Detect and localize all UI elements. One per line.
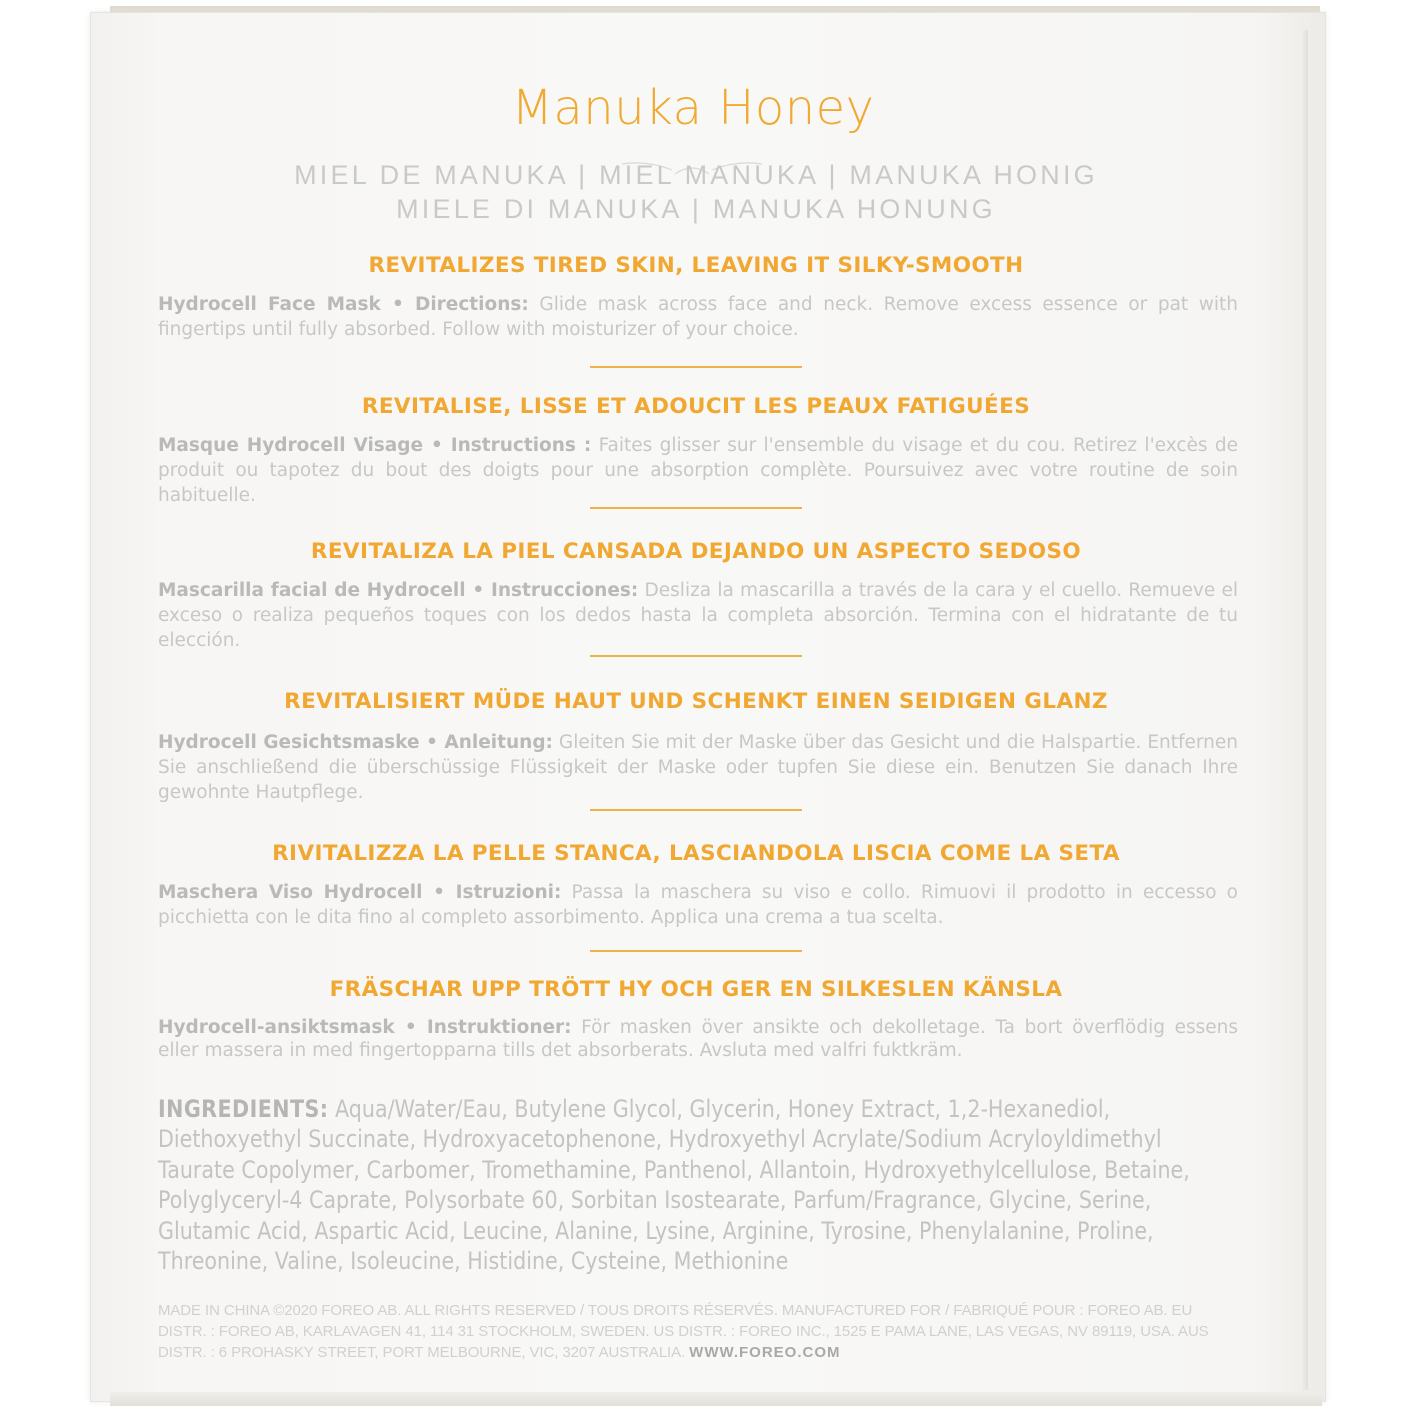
ingredients-label: INGREDIENTS:: [158, 1095, 329, 1123]
section-label-sv: Hydrocell-ansiktsmask • Instruktioner:: [158, 1017, 572, 1038]
section-body-de: [158, 730, 1238, 805]
section-label-es: Mascarilla facial de Hydrocell • Instrucciones:: [158, 580, 639, 601]
product-title: Manuka Honey: [511, 80, 875, 136]
divider: [590, 366, 802, 368]
section-text-it: Passa la maschera su viso e collo. Rimuovi il prodotto in eccesso o picchietta con le dita fino al completo assorbimento. Applica una crema a tua scelta.: [158, 882, 1238, 928]
section-body-sv: [158, 1016, 1238, 1062]
section-body-en: [158, 292, 1238, 342]
divider: [590, 809, 802, 811]
section-body-fr: [158, 433, 1238, 508]
section-heading-es: REVITALIZA LA PIEL CANSADA DEJANDO UN ASPECTO SEDOSO: [310, 539, 1082, 564]
section-text-de: Gleiten Sie mit der Maske über das Gesicht und die Halspartie. Entfernen Sie anschließend die überschüssige Flüssigkeit der Maske oder tupfen Sie diese ein. Benutzen Sie danach Ihre gewohnte Hautpflege.: [158, 732, 1238, 803]
section-label-it: Maschera Viso Hydrocell • Istruzioni:: [158, 882, 562, 903]
product-subtitle-line2: MIELE DI MANUKA | MANUKA HONUNG: [396, 194, 996, 224]
section-text-es: Desliza la mascarilla a través de la cara y el cuello. Remueve el exceso o realiza pequeños toques con los dedos hasta la completa absorción. Termina con el hidratante de tu elección.: [158, 580, 1238, 651]
section-heading-fr: REVITALISE, LISSE ET ADOUCIT LES PEAUX FATIGUÉES: [361, 394, 1031, 419]
product-subtitle-line1: MIEL DE MANUKA | MIEL MANUKA | MANUKA HONIG: [294, 160, 1098, 190]
box-bottom-edge: [110, 1392, 1322, 1406]
divider: [590, 655, 802, 657]
section-label-fr: Masque Hydrocell Visage • Instructions :: [158, 435, 592, 456]
ingredients-list: [158, 1094, 1238, 1276]
section-text-en: Glide mask across face and neck. Remove excess essence or pat with fingertips until fully absorbed. Follow with moisturizer of your choice.: [158, 294, 1238, 340]
section-text-sv: För masken över ansikte och dekolletage. Ta bort överflödig essens eller massera in med fingertopparna tills det absorberats. Avsluta med valfri fuktkräm.: [158, 1017, 1238, 1061]
legal-body: MADE IN CHINA ©2020 FOREO AB. ALL RIGHTS RESERVED / TOUS DROITS RÉSERVÉS. MANUFACTURED FOR / FABRIQUÉ POUR : FOREO AB. EU DISTR. : FOREO AB, KARLAVAGEN 41, 114 31 STOCKHOLM, SWEDEN. US DISTR. : FOREO INC., 1525 E PAMA LANE, LAS VEGAS, NV 89119, USA. AUS DISTR. : 6 PROHASKY STREET, PORT MELBOURNE, VIC, 3207 AUSTRALIA.: [158, 1302, 1209, 1361]
section-heading-sv: FRÄSCHAR UPP TRÖTT HY OCH GER EN SILKESLEN KÄNSLA: [329, 977, 1063, 1002]
section-body-es: [158, 578, 1238, 653]
section-heading-it: RIVITALIZZA LA PELLE STANCA, LASCIANDOLA LISCIA COME LA SETA: [272, 841, 1120, 866]
section-body-it: [158, 880, 1238, 930]
section-text-fr: Faites glisser sur l'ensemble du visage et du cou. Retirez l'excès de produit ou tapotez du bout des doigts pour une absorption complète. Poursuivez avec votre routine de soin habituelle.: [158, 435, 1238, 506]
brand-url: WWW.FOREO.COM: [689, 1344, 841, 1361]
legal-text: [158, 1300, 1238, 1363]
ingredients-text: Aqua/Water/Eau, Butylene Glycol, Glycerin, Honey Extract, 1,2-Hexanediol, Diethoxyethyl Succinate, Hydroxyacetophenone, Hydroxyethyl Acrylate/Sodium Acryloyldimethyl Taurate Copolymer, Carbomer, Tromethamine, Panthenol, Allantoin, Hydroxyethylcellulose, Betaine, Polyglyceryl-4 Caprate, Polysorbate 60, Sorbitan Isostearate, Parfum/Fragrance, Glycine, Serine, Glutamic Acid, Aspartic Acid, Leucine, Alanine, Lysine, Arginine, Tyrosine, Phenylalanine, Proline, Threonine, Valine, Isoleucine, Histidine, Cysteine, Methionine: [158, 1095, 1190, 1276]
section-heading-de: REVITALISIERT MÜDE HAUT UND SCHENKT EINEN SEIDIGEN GLANZ: [284, 689, 1108, 714]
section-label-de: Hydrocell Gesichtsmaske • Anleitung:: [158, 732, 553, 753]
section-label-en: Hydrocell Face Mask • Directions:: [158, 294, 529, 315]
section-heading-en: REVITALIZES TIRED SKIN, LEAVING IT SILKY-SMOOTH: [368, 253, 1024, 278]
divider: [590, 950, 802, 952]
divider: [590, 507, 802, 509]
